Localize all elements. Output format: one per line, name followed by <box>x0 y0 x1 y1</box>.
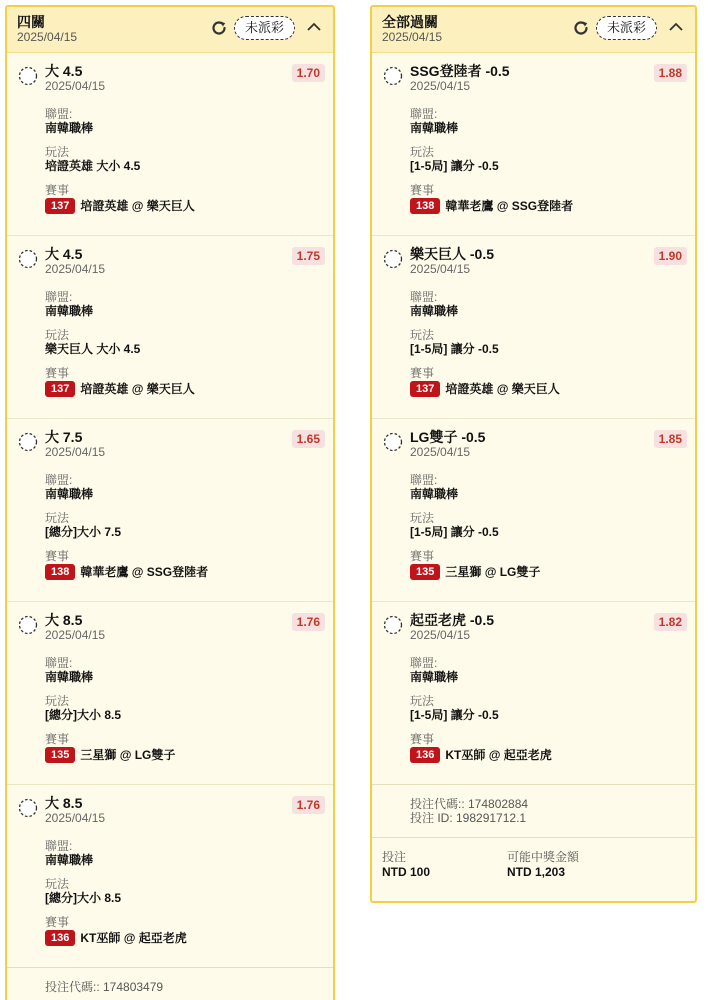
match-row <box>410 380 685 397</box>
match-name: 培證英雄 @ 樂天巨人 <box>80 199 195 213</box>
league-value: 南韓職棒 <box>45 304 94 318</box>
stake-value: NTD 100 <box>382 865 431 879</box>
play-value: [1-5局] 讓分 -0.5 <box>410 342 499 356</box>
refresh-icon[interactable] <box>209 18 229 38</box>
bet-code: 投注代碼:: 174803479 <box>45 980 164 994</box>
pending-status-icon <box>383 66 403 86</box>
bet-date: 2025/04/15 <box>382 30 443 44</box>
odds-badge: 1.88 <box>654 64 687 82</box>
league-value: 南韓職棒 <box>410 670 459 684</box>
play-label: 玩法 <box>45 328 70 342</box>
play-label: 玩法 <box>410 145 435 159</box>
bet-slip-card-all-parlay <box>370 5 697 903</box>
match-name: KT巫師 @ 起亞老虎 <box>445 748 552 762</box>
league-value: 南韓職棒 <box>45 670 94 684</box>
chevron-up-icon[interactable] <box>305 19 323 35</box>
play-value: [總分]大小 7.5 <box>45 525 122 539</box>
leg-selection: 大 4.5 <box>45 246 83 262</box>
status-badge: 未派彩 <box>596 16 657 40</box>
play-value: [1-5局] 讓分 -0.5 <box>410 159 499 173</box>
play-label: 玩法 <box>45 694 70 708</box>
leg-date: 2025/04/15 <box>410 79 471 93</box>
match-number-badge: 136 <box>45 930 75 946</box>
match-label: 賽事 <box>410 366 435 380</box>
pending-status-icon <box>18 798 38 818</box>
potential-win-summary <box>507 850 579 880</box>
stake-summary <box>382 850 507 880</box>
match-name: 韓華老鷹 @ SSG登陸者 <box>80 565 209 579</box>
match-number-badge: 138 <box>410 198 440 214</box>
pending-status-icon <box>18 249 38 269</box>
match-row <box>45 563 323 580</box>
chevron-up-icon[interactable] <box>667 19 685 35</box>
league-value: 南韓職棒 <box>45 487 94 501</box>
match-name: 培證英雄 @ 樂天巨人 <box>445 382 560 396</box>
pending-status-icon <box>18 615 38 635</box>
match-row <box>45 746 323 763</box>
match-row <box>45 929 323 946</box>
match-row <box>45 380 323 397</box>
pending-status-icon <box>383 432 403 452</box>
league-value: 南韓職棒 <box>410 304 459 318</box>
leg-date: 2025/04/15 <box>410 262 471 276</box>
bet-leg <box>372 53 695 236</box>
leg-selection: 大 8.5 <box>45 795 83 811</box>
pending-status-icon <box>383 249 403 269</box>
match-label: 賽事 <box>45 732 70 746</box>
bet-slip-card-parlay-4 <box>5 5 335 1000</box>
bet-summary <box>372 838 695 892</box>
match-label: 賽事 <box>45 366 70 380</box>
play-value: 培證英雄 大小 4.5 <box>45 159 141 173</box>
match-label: 賽事 <box>410 732 435 746</box>
potential-win-label: 可能中獎金額 <box>507 850 580 864</box>
league-label: 聯盟: <box>45 107 73 121</box>
bet-leg <box>372 419 695 602</box>
leg-selection: LG雙子 -0.5 <box>410 429 486 445</box>
odds-badge: 1.90 <box>654 247 687 265</box>
match-number-badge: 137 <box>410 381 440 397</box>
bet-leg <box>372 236 695 419</box>
bet-leg <box>7 53 333 236</box>
refresh-icon[interactable] <box>571 18 591 38</box>
play-label: 玩法 <box>45 877 70 891</box>
status-badge: 未派彩 <box>234 16 295 40</box>
bet-date: 2025/04/15 <box>17 30 78 44</box>
match-number-badge: 137 <box>45 198 75 214</box>
league-label: 聯盟: <box>45 839 73 853</box>
pending-status-icon <box>383 615 403 635</box>
odds-badge: 1.70 <box>292 64 325 82</box>
league-value: 南韓職棒 <box>410 487 459 501</box>
league-label: 聯盟: <box>45 656 73 670</box>
leg-date: 2025/04/15 <box>45 445 106 459</box>
play-value: 樂天巨人 大小 4.5 <box>45 342 141 356</box>
league-label: 聯盟: <box>410 656 438 670</box>
odds-badge: 1.76 <box>292 613 325 631</box>
pending-status-icon <box>18 66 38 86</box>
match-number-badge: 137 <box>45 381 75 397</box>
match-row <box>410 197 685 214</box>
leg-selection: 大 4.5 <box>45 63 83 79</box>
play-value: [1-5局] 讓分 -0.5 <box>410 525 499 539</box>
match-label: 賽事 <box>410 183 435 197</box>
league-value: 南韓職棒 <box>410 121 459 135</box>
leg-date: 2025/04/15 <box>45 79 106 93</box>
match-number-badge: 136 <box>410 747 440 763</box>
stake-label: 投注 <box>382 850 407 864</box>
bet-leg <box>372 602 695 785</box>
match-row <box>45 197 323 214</box>
match-label: 賽事 <box>410 549 435 563</box>
pending-status-icon <box>18 432 38 452</box>
league-value: 南韓職棒 <box>45 121 94 135</box>
card-header <box>7 7 333 53</box>
leg-date: 2025/04/15 <box>45 262 106 276</box>
play-label: 玩法 <box>410 328 435 342</box>
match-number-badge: 138 <box>45 564 75 580</box>
bet-reference <box>372 785 695 838</box>
bet-leg <box>7 419 333 602</box>
league-label: 聯盟: <box>410 473 438 487</box>
odds-badge: 1.85 <box>654 430 687 448</box>
leg-selection: 起亞老虎 -0.5 <box>410 612 495 628</box>
card-header <box>372 7 695 53</box>
leg-list <box>372 53 695 785</box>
play-value: [總分]大小 8.5 <box>45 891 122 905</box>
play-label: 玩法 <box>45 511 70 525</box>
league-label: 聯盟: <box>45 290 73 304</box>
bet-leg <box>7 236 333 419</box>
leg-date: 2025/04/15 <box>45 628 106 642</box>
leg-selection: 樂天巨人 -0.5 <box>410 246 495 262</box>
match-number-badge: 135 <box>410 564 440 580</box>
match-label: 賽事 <box>45 915 70 929</box>
play-label: 玩法 <box>410 694 435 708</box>
match-name: 三星獅 @ LG雙子 <box>445 565 541 579</box>
odds-badge: 1.75 <box>292 247 325 265</box>
match-name: 韓華老鷹 @ SSG登陸者 <box>445 199 574 213</box>
match-number-badge: 135 <box>45 747 75 763</box>
leg-selection: SSG登陸者 -0.5 <box>410 63 510 79</box>
bet-leg <box>7 785 333 968</box>
match-label: 賽事 <box>45 549 70 563</box>
bet-type-title: 四關 <box>17 14 45 30</box>
bet-code: 投注代碼:: 174802884 <box>410 797 529 811</box>
leg-selection: 大 7.5 <box>45 429 83 445</box>
odds-badge: 1.76 <box>292 796 325 814</box>
bet-reference <box>7 968 333 1000</box>
bet-leg <box>7 602 333 785</box>
leg-selection: 大 8.5 <box>45 612 83 628</box>
play-value: [1-5局] 讓分 -0.5 <box>410 708 499 722</box>
match-name: 培證英雄 @ 樂天巨人 <box>80 382 195 396</box>
match-row <box>410 746 685 763</box>
league-label: 聯盟: <box>410 290 438 304</box>
leg-list <box>7 53 333 968</box>
bet-type-title: 全部過關 <box>382 14 438 30</box>
league-value: 南韓職棒 <box>45 853 94 867</box>
play-value: [總分]大小 8.5 <box>45 708 122 722</box>
league-label: 聯盟: <box>410 107 438 121</box>
odds-badge: 1.65 <box>292 430 325 448</box>
bet-id: 投注 ID: 198291712.1 <box>410 811 527 825</box>
leg-date: 2025/04/15 <box>45 811 106 825</box>
odds-badge: 1.82 <box>654 613 687 631</box>
play-label: 玩法 <box>410 511 435 525</box>
potential-win-value: NTD 1,203 <box>507 865 566 879</box>
match-label: 賽事 <box>45 183 70 197</box>
match-name: 三星獅 @ LG雙子 <box>80 748 176 762</box>
match-name: KT巫師 @ 起亞老虎 <box>80 931 187 945</box>
match-row <box>410 563 685 580</box>
league-label: 聯盟: <box>45 473 73 487</box>
play-label: 玩法 <box>45 145 70 159</box>
leg-date: 2025/04/15 <box>410 445 471 459</box>
leg-date: 2025/04/15 <box>410 628 471 642</box>
